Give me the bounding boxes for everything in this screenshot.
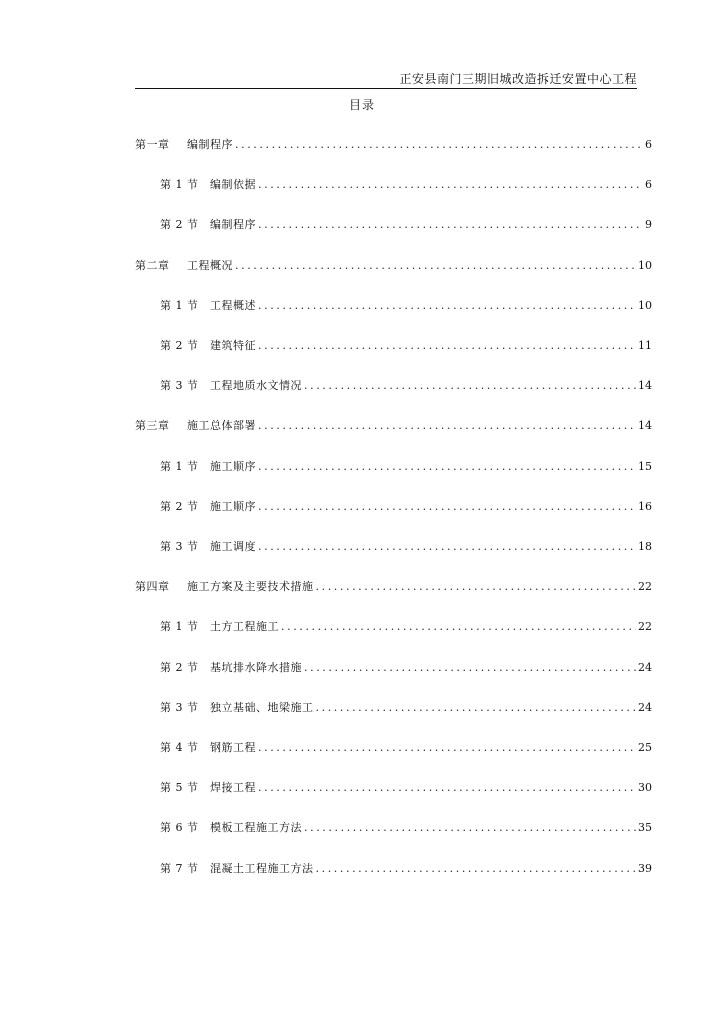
toc-section-entry[interactable] <box>160 299 652 313</box>
toc-entry-page-number: 15 <box>638 459 652 473</box>
toc-section-entry[interactable] <box>160 379 652 393</box>
toc-entry-page-number: 9 <box>645 218 652 232</box>
toc-entry-page-number: 22 <box>638 620 652 634</box>
toc-entry-title: 模板工程施工方法 <box>210 821 302 835</box>
toc-dot-leader <box>258 299 636 313</box>
toc-entry-title: 施工顺序 <box>210 499 256 513</box>
toc-entry-title: 工程地质水文情况 <box>210 379 302 393</box>
toc-entry-title: 混凝土工程施工方法 <box>210 861 314 875</box>
toc-entry-label: 第 2 节 <box>160 499 199 513</box>
toc-entry-label: 第 7 节 <box>160 861 199 875</box>
toc-section-entry[interactable] <box>160 178 652 192</box>
toc-section-entry[interactable] <box>160 821 652 835</box>
toc-chapter-entry[interactable] <box>135 138 652 152</box>
toc-entry-page-number: 35 <box>638 821 652 835</box>
toc-entry-title: 编制程序 <box>187 138 233 151</box>
toc-entry-title: 钢筋工程 <box>210 741 256 754</box>
toc-section-entry[interactable] <box>160 862 652 876</box>
toc-entry-label: 第 4 节 <box>160 741 199 754</box>
toc-entry-label: 第二章 <box>135 258 170 272</box>
toc-entry-title: 建筑特征 <box>210 339 256 352</box>
toc-dot-leader <box>316 580 637 594</box>
toc-dot-leader <box>235 259 636 273</box>
toc-dot-leader <box>235 138 643 152</box>
toc-entry-page-number: 22 <box>638 580 652 594</box>
toc-entry-page-number: 24 <box>638 700 652 714</box>
toc-entry-label: 第 3 节 <box>160 700 199 714</box>
toc-entry-title: 基坑排水降水措施 <box>210 660 302 674</box>
toc-dot-leader <box>304 379 636 393</box>
toc-entry-label: 第 2 节 <box>160 339 199 352</box>
toc-entry-label: 第 1 节 <box>160 298 199 312</box>
toc-section-entry[interactable] <box>160 460 652 474</box>
toc-section-entry[interactable] <box>160 701 652 715</box>
toc-entry-title: 施工总体部署 <box>187 419 256 433</box>
toc-entry-page-number: 30 <box>638 781 652 795</box>
toc-entry-title: 编制程序 <box>210 218 256 232</box>
toc-entry-label: 第 2 节 <box>160 660 199 674</box>
toc-section-entry[interactable] <box>160 500 652 514</box>
toc-entry-label: 第三章 <box>135 419 170 433</box>
toc-entry-title: 土方工程施工 <box>210 620 279 634</box>
toc-entry-title: 工程概述 <box>210 298 256 312</box>
toc-entry-page-number: 25 <box>638 741 652 754</box>
toc-chapter-entry[interactable] <box>135 419 652 433</box>
toc-entry-page-number: 6 <box>645 138 652 151</box>
toc-entry-label: 第 2 节 <box>160 218 199 232</box>
toc-entry-label: 第 3 节 <box>160 540 199 553</box>
toc-section-entry[interactable] <box>160 218 652 232</box>
toc-entry-page-number: 10 <box>638 298 652 312</box>
toc-section-entry[interactable] <box>160 620 652 634</box>
toc-entry-page-number: 16 <box>638 499 652 513</box>
toc-entry-page-number: 14 <box>638 419 652 433</box>
toc-dot-leader <box>281 620 636 634</box>
toc-entry-label: 第 1 节 <box>160 459 199 473</box>
toc-entry-label: 第 1 节 <box>160 620 199 634</box>
toc-entry-title: 焊接工程 <box>210 781 256 795</box>
toc-dot-leader <box>258 419 636 433</box>
header-rule <box>135 88 637 89</box>
toc-entry-page-number: 10 <box>638 258 652 272</box>
toc-entry-label: 第 1 节 <box>160 178 199 192</box>
toc-dot-leader <box>258 781 636 795</box>
toc-entry-page-number: 39 <box>638 861 652 875</box>
toc-dot-leader <box>258 540 636 554</box>
toc-entry-page-number: 6 <box>645 178 652 192</box>
toc-dot-leader <box>316 862 637 876</box>
toc-dot-leader <box>316 701 637 715</box>
toc-dot-leader <box>304 661 636 675</box>
toc-heading: 目录 <box>348 98 375 112</box>
toc-entry-page-number: 24 <box>638 660 652 674</box>
toc-chapter-entry[interactable] <box>135 580 652 594</box>
toc-entry-label: 第 6 节 <box>160 821 199 835</box>
toc-dot-leader <box>258 460 636 474</box>
toc-entry-page-number: 11 <box>638 339 652 352</box>
toc-section-entry[interactable] <box>160 661 652 675</box>
toc-entry-title: 施工调度 <box>210 540 256 553</box>
toc-entry-title: 施工方案及主要技术措施 <box>187 580 314 594</box>
toc-entry-page-number: 18 <box>638 540 652 553</box>
toc-dot-leader <box>258 741 636 755</box>
toc-entry-label: 第 5 节 <box>160 781 199 795</box>
toc-dot-leader <box>258 178 643 192</box>
toc-entry-title: 编制依据 <box>210 178 256 192</box>
toc-section-entry[interactable] <box>160 339 652 353</box>
toc-section-entry[interactable] <box>160 741 652 755</box>
toc-dot-leader <box>258 500 636 514</box>
toc-entry-label: 第一章 <box>135 138 170 151</box>
toc-entry-page-number: 14 <box>638 379 652 393</box>
toc-dot-leader <box>304 821 636 835</box>
toc-entry-label: 第 3 节 <box>160 379 199 393</box>
toc-chapter-entry[interactable] <box>135 259 652 273</box>
toc-entry-title: 独立基础、地梁施工 <box>210 700 314 714</box>
toc-dot-leader <box>258 339 636 353</box>
toc-entry-title: 施工顺序 <box>210 459 256 473</box>
toc-section-entry[interactable] <box>160 781 652 795</box>
toc-section-entry[interactable] <box>160 540 652 554</box>
running-header-title: 正安县南门三期旧城改造拆迁安置中心工程 <box>399 72 637 86</box>
toc-dot-leader <box>258 218 643 232</box>
toc-entry-label: 第四章 <box>135 580 170 594</box>
toc-entry-title: 工程概况 <box>187 258 233 272</box>
